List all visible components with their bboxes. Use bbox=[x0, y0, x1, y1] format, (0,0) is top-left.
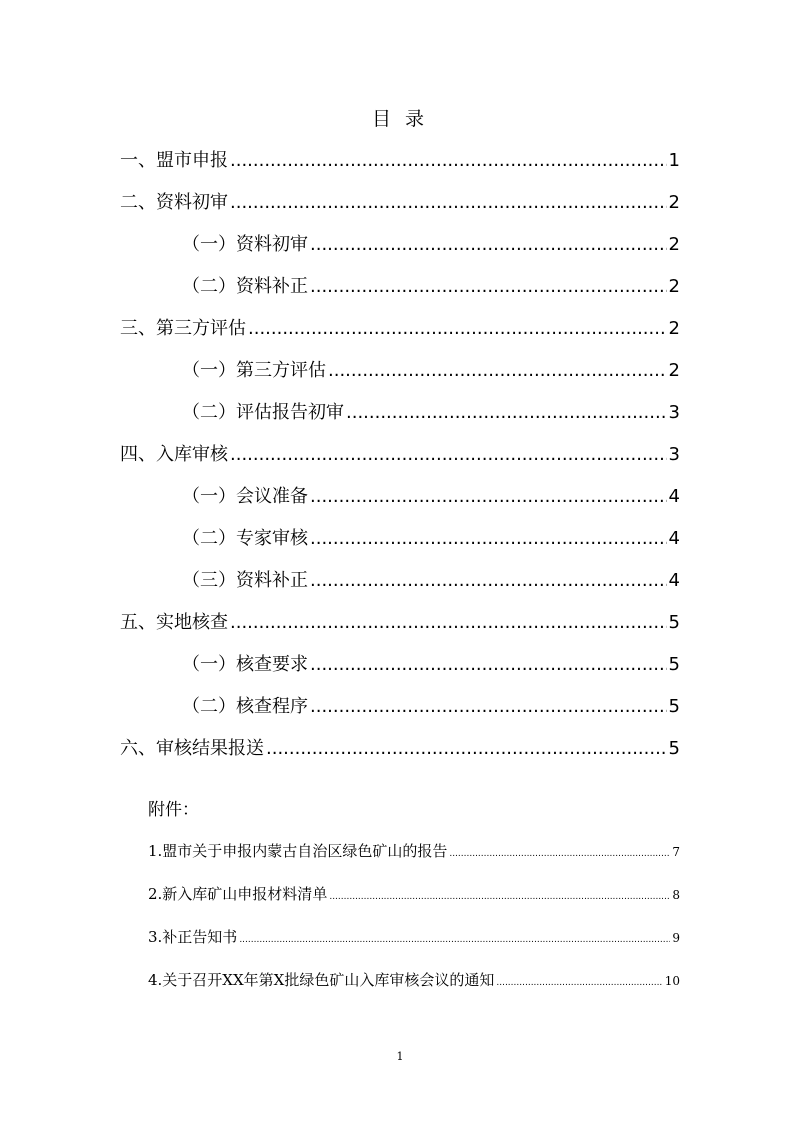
toc-entry-page: 3 bbox=[668, 444, 680, 465]
toc-leader-dots bbox=[310, 276, 667, 297]
attachment-page: 7 bbox=[672, 845, 680, 859]
toc-leader-dots bbox=[329, 885, 670, 903]
attachment-page: 10 bbox=[664, 974, 680, 988]
toc-entry-page: 2 bbox=[668, 192, 680, 213]
toc-entry-page: 1 bbox=[668, 150, 680, 171]
attachments-heading: 附件： bbox=[148, 800, 199, 820]
toc-leader-dots bbox=[310, 696, 667, 717]
toc-entry-page: 5 bbox=[668, 654, 680, 675]
toc-subentry[interactable] bbox=[120, 272, 680, 314]
toc-entry[interactable] bbox=[120, 188, 680, 230]
toc-entry-label: （二）专家审核 bbox=[182, 528, 308, 549]
toc-entry-page: 4 bbox=[668, 486, 680, 507]
toc-entry-label: 三、第三方评估 bbox=[120, 318, 246, 339]
toc-entry-page: 5 bbox=[668, 738, 680, 759]
toc-subentry[interactable] bbox=[120, 230, 680, 272]
attachment-label: 1.盟市关于申报内蒙古自治区绿色矿山的报告 bbox=[148, 842, 448, 860]
toc-entry-label: （一）第三方评估 bbox=[182, 360, 326, 381]
toc-entry-label: （三）资料补正 bbox=[182, 570, 308, 591]
toc-entry-label: （一）资料初审 bbox=[182, 234, 308, 255]
toc-subentry[interactable] bbox=[120, 356, 680, 398]
toc-leader-dots bbox=[230, 192, 667, 213]
toc-subentry[interactable] bbox=[120, 692, 680, 734]
toc-leader-dots bbox=[310, 570, 667, 591]
toc-entry-page: 5 bbox=[668, 696, 680, 717]
attachment-page: 8 bbox=[672, 888, 680, 902]
toc-leader-dots bbox=[230, 150, 667, 171]
toc-leader-dots bbox=[496, 971, 662, 989]
toc-entry-page: 2 bbox=[668, 234, 680, 255]
toc-leader-dots bbox=[248, 318, 667, 339]
toc-entry-label: 一、盟市申报 bbox=[120, 150, 228, 171]
toc-leader-dots bbox=[310, 486, 667, 507]
attachment-entry[interactable] bbox=[148, 926, 680, 969]
toc-entry[interactable] bbox=[120, 608, 680, 650]
toc-leader-dots bbox=[310, 234, 667, 255]
toc-entry-page: 4 bbox=[668, 528, 680, 549]
toc-leader-dots bbox=[230, 444, 667, 465]
toc-entry-page: 4 bbox=[668, 570, 680, 591]
toc-entry-label: （二）评估报告初审 bbox=[182, 402, 344, 423]
toc-entry-label: 六、审核结果报送 bbox=[120, 738, 264, 759]
attachment-label: 4.关于召开XX年第X批绿色矿山入库审核会议的通知 bbox=[148, 971, 495, 989]
toc-leader-dots bbox=[346, 402, 667, 423]
toc-leader-dots bbox=[310, 654, 667, 675]
toc-subentry[interactable] bbox=[120, 650, 680, 692]
attachment-label: 3.补正告知书 bbox=[148, 928, 238, 946]
toc-entry-page: 2 bbox=[668, 360, 680, 381]
toc-entry[interactable] bbox=[120, 146, 680, 188]
toc-leader-dots bbox=[266, 738, 667, 759]
toc-leader-dots bbox=[239, 928, 670, 946]
toc-subentry[interactable] bbox=[120, 566, 680, 608]
toc-entry-label: 五、实地核查 bbox=[120, 612, 228, 633]
page-title: 目 录 bbox=[371, 108, 429, 130]
toc-entry-label: 四、入库审核 bbox=[120, 444, 228, 465]
toc-entry-label: （二）核查程序 bbox=[182, 696, 308, 717]
attachments-list bbox=[148, 840, 680, 1012]
toc-entry[interactable] bbox=[120, 734, 680, 776]
toc-leader-dots bbox=[328, 360, 667, 381]
page-number: 1 bbox=[396, 1050, 404, 1063]
toc-entry[interactable] bbox=[120, 440, 680, 482]
toc-entry-label: （一）会议准备 bbox=[182, 486, 308, 507]
attachment-label: 2.新入库矿山申报材料清单 bbox=[148, 885, 328, 903]
toc-entry-label: （一）核查要求 bbox=[182, 654, 308, 675]
toc-entry[interactable] bbox=[120, 314, 680, 356]
toc-leader-dots bbox=[449, 842, 670, 860]
toc-subentry[interactable] bbox=[120, 524, 680, 566]
toc-entry-label: （二）资料补正 bbox=[182, 276, 308, 297]
toc-entry-page: 3 bbox=[668, 402, 680, 423]
attachment-entry[interactable] bbox=[148, 840, 680, 883]
toc-entry-page: 5 bbox=[668, 612, 680, 633]
toc-subentry[interactable] bbox=[120, 482, 680, 524]
toc-leader-dots bbox=[230, 612, 667, 633]
toc-entry-label: 二、资料初审 bbox=[120, 192, 228, 213]
toc-entry-page: 2 bbox=[668, 276, 680, 297]
attachment-entry[interactable] bbox=[148, 969, 680, 1012]
attachment-page: 9 bbox=[672, 931, 680, 945]
toc-entry-page: 2 bbox=[668, 318, 680, 339]
toc-leader-dots bbox=[310, 528, 667, 549]
toc-subentry[interactable] bbox=[120, 398, 680, 440]
attachment-entry[interactable] bbox=[148, 883, 680, 926]
table-of-contents bbox=[120, 146, 680, 776]
